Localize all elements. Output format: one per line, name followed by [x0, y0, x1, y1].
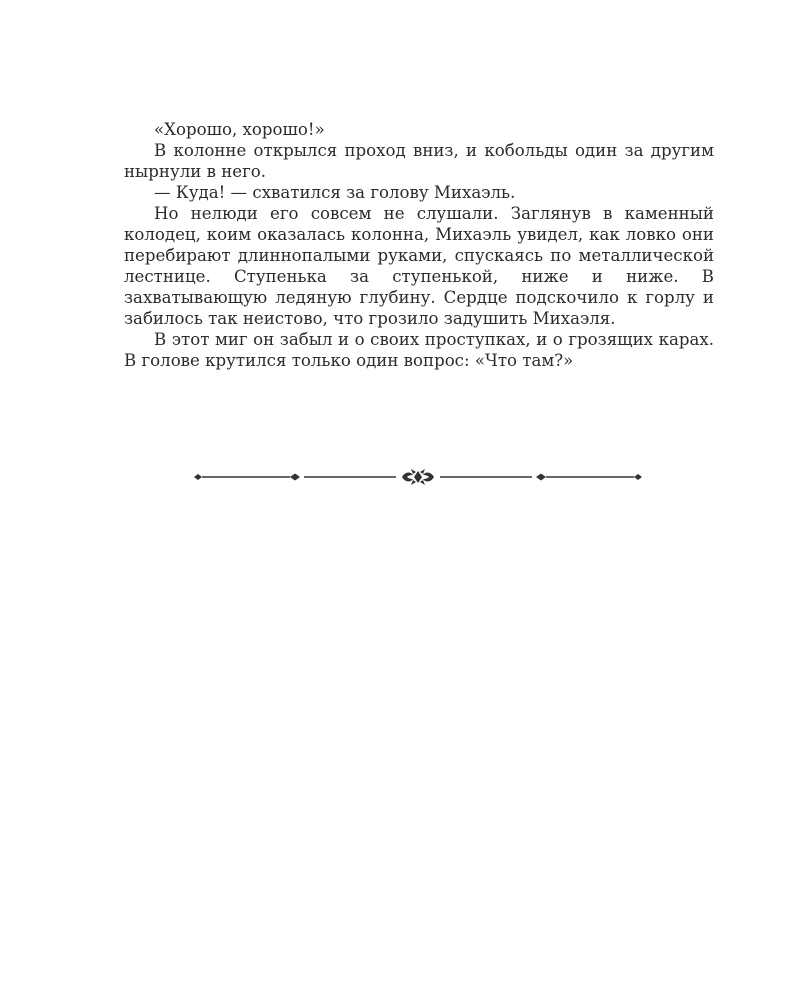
paragraph-5: В этот миг он забыл и о своих проступках, и о грозящих карах. В голове крутился только один вопрос: «Что там?»: [124, 330, 714, 370]
text-block: [124, 119, 714, 371]
paragraph-4: Но нелюди его совсем не слушали. Заглянув в каменный колодец, коим оказалась колонна, Михаэль увидел, как ловко они перебирают длиннопалыми руками, спускаясь по металлической лестнице. Ступенька за ступенькой, ниже и ниже. В захватывающую ледяную глубину. Сердце подскочило к горлу и забилось так неистово, что грозило задушить Михаэля.: [124, 204, 714, 328]
paragraph-1: «Хорошо, хорошо!»: [154, 120, 325, 139]
ornament-divider-icon: [192, 466, 644, 488]
paragraph-3: — Куда! — схватился за голову Михаэль.: [154, 183, 516, 202]
paragraph-2: В колонне открылся проход вниз, и кобольды один за другим нырнули в него.: [124, 141, 714, 181]
